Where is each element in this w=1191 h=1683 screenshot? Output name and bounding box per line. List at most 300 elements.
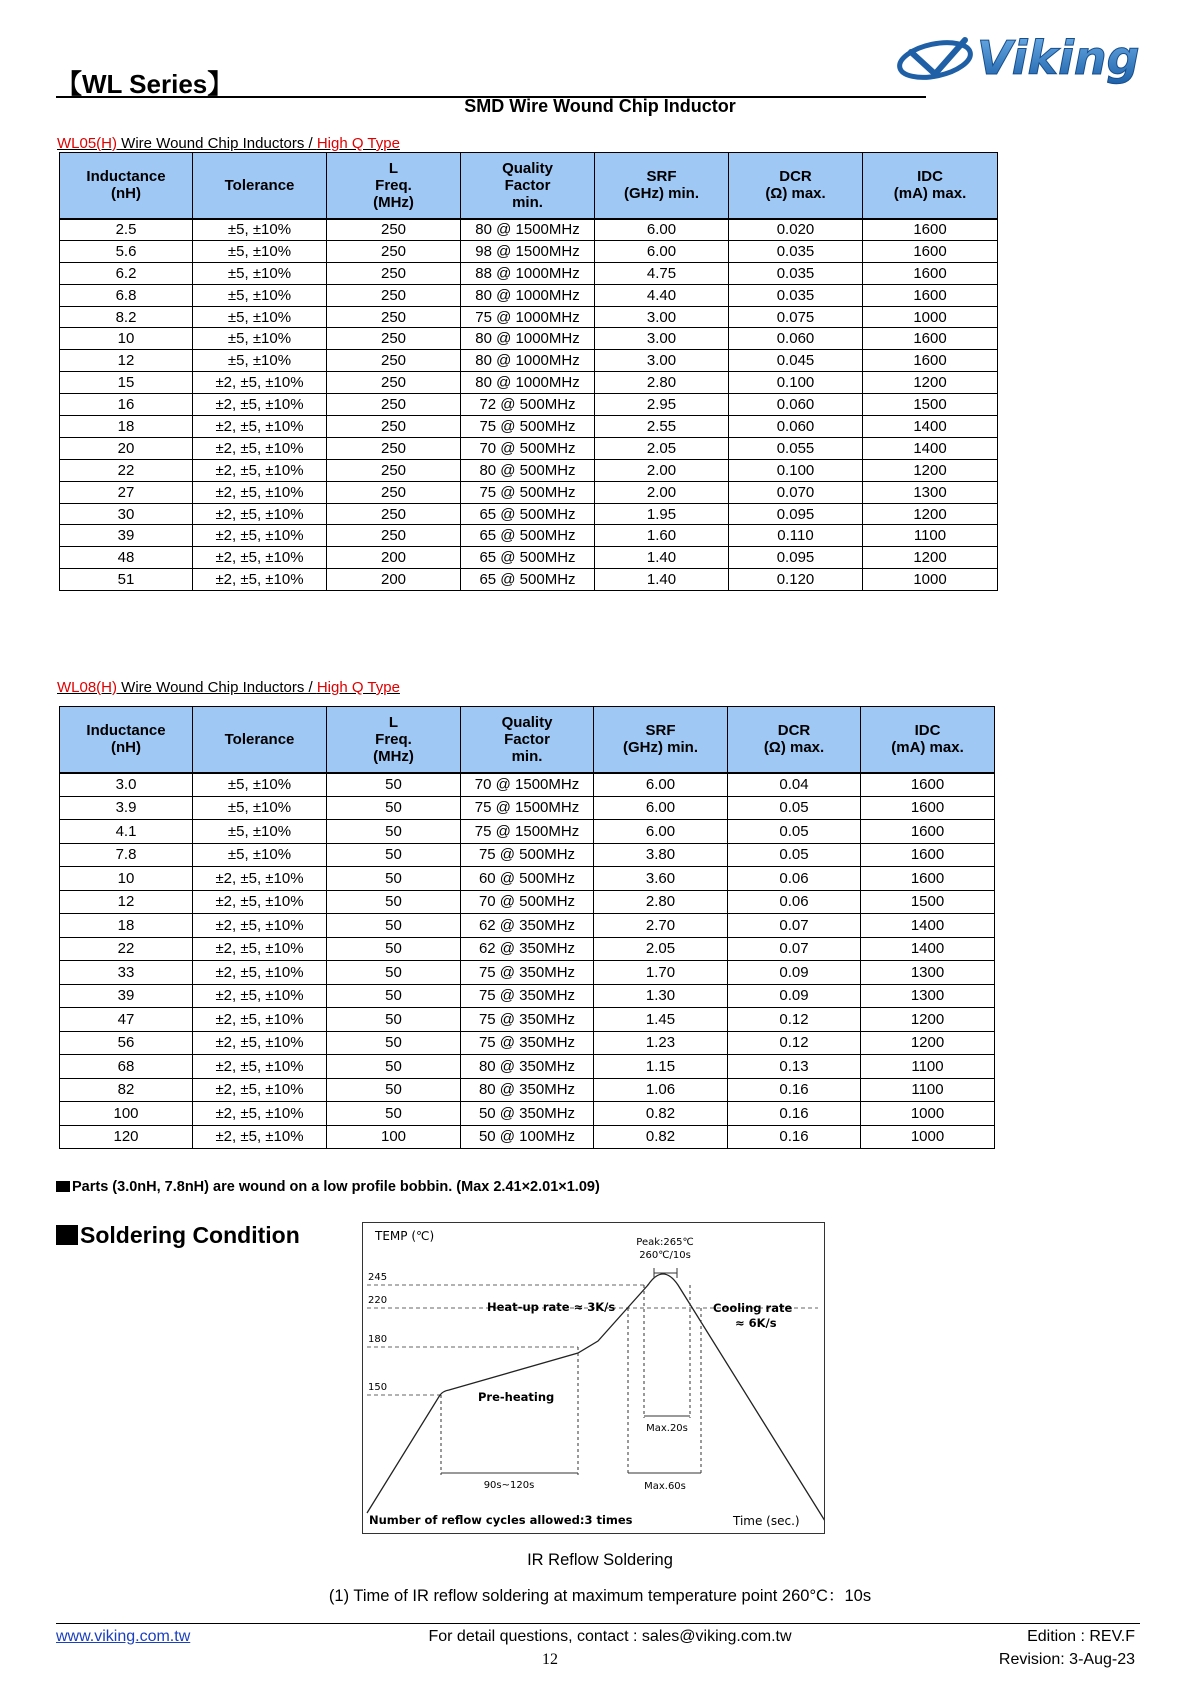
table-cell: 1200 <box>863 372 998 394</box>
column-header: SRF (GHz) min. <box>595 153 729 219</box>
table-cell: 16 <box>60 394 193 416</box>
viking-logo <box>895 22 1175 92</box>
table-row <box>60 240 998 262</box>
table-cell: 22 <box>60 459 193 481</box>
table-cell: 0.13 <box>728 1055 861 1079</box>
table-cell: ±2, ±5, ±10% <box>193 525 327 547</box>
table-row <box>60 796 995 820</box>
svg-text:Max.60s: Max.60s <box>644 1481 686 1492</box>
table-cell: 2.00 <box>595 481 729 503</box>
table-cell: 39 <box>60 525 193 547</box>
table-cell: 0.16 <box>728 1078 861 1102</box>
table-cell: 1600 <box>863 328 998 350</box>
column-header: DCR (Ω) max. <box>728 707 861 773</box>
table-cell: 0.035 <box>729 240 863 262</box>
table-cell: 250 <box>327 350 461 372</box>
page-number: 12 <box>542 1651 558 1668</box>
table-cell: 1600 <box>863 219 998 241</box>
table-cell: 0.060 <box>729 416 863 438</box>
table-cell: 0.120 <box>729 569 863 591</box>
table-cell: 22 <box>60 937 193 961</box>
chart-caption: IR Reflow Soldering <box>527 1551 673 1569</box>
table-row <box>60 547 998 569</box>
table-cell: 12 <box>60 350 193 372</box>
table-cell: 8.2 <box>60 306 193 328</box>
table-cell: ±2, ±5, ±10% <box>193 547 327 569</box>
column-header: DCR (Ω) max. <box>729 153 863 219</box>
table-row <box>60 820 995 844</box>
table-cell: 10 <box>60 328 193 350</box>
table-cell: 1600 <box>863 240 998 262</box>
table-cell: 0.070 <box>729 481 863 503</box>
table-cell: 0.075 <box>729 306 863 328</box>
table-cell: 0.045 <box>729 350 863 372</box>
table-cell: 75 @ 500MHz <box>461 481 595 503</box>
table-cell: 0.05 <box>728 843 861 867</box>
table-cell: 2.05 <box>594 937 728 961</box>
svg-text:Pre-heating: Pre-heating <box>478 1390 555 1404</box>
table-cell: 250 <box>327 437 461 459</box>
footer-contact: For detail questions, contact : sales@viking.com.tw <box>428 1628 792 1645</box>
y-tick-label: 220 <box>368 1295 388 1306</box>
table-cell: 6.00 <box>594 820 728 844</box>
table-cell: 1400 <box>861 914 995 938</box>
table-cell: 6.00 <box>595 240 729 262</box>
table-cell: 65 @ 500MHz <box>461 525 595 547</box>
table-cell: 80 @ 500MHz <box>461 459 595 481</box>
table-cell: ±2, ±5, ±10% <box>193 1078 327 1102</box>
table-cell: ±2, ±5, ±10% <box>193 503 327 525</box>
table-cell: 1200 <box>863 503 998 525</box>
table-cell: 12 <box>60 890 193 914</box>
table-cell: 1000 <box>861 1102 995 1126</box>
table-cell: 65 @ 500MHz <box>461 547 595 569</box>
table-cell: 30 <box>60 503 193 525</box>
column-header: L Freq. (MHz) <box>327 707 461 773</box>
table-cell: 75 @ 500MHz <box>461 843 594 867</box>
table-cell: 50 <box>327 1102 461 1126</box>
table-cell: 75 @ 350MHz <box>461 984 594 1008</box>
table-row <box>60 773 995 797</box>
table-cell: 75 @ 1000MHz <box>461 306 595 328</box>
table-row <box>60 219 998 241</box>
section-title-wl05: WL05(H) Wire Wound Chip Inductors / High Q Type <box>57 135 400 152</box>
table-cell: ±5, ±10% <box>193 820 327 844</box>
table-cell: 1600 <box>861 773 995 797</box>
column-header: Inductance (nH) <box>60 707 193 773</box>
table-row <box>60 394 998 416</box>
table-cell: 2.80 <box>594 890 728 914</box>
table-cell: 80 @ 350MHz <box>461 1078 594 1102</box>
table-row <box>60 914 995 938</box>
table-cell: 75 @ 500MHz <box>461 416 595 438</box>
table-cell: 75 @ 1500MHz <box>461 820 594 844</box>
table-cell: 50 <box>327 773 461 797</box>
table-cell: ±2, ±5, ±10% <box>193 1008 327 1032</box>
table-cell: ±2, ±5, ±10% <box>193 890 327 914</box>
column-header: IDC (mA) max. <box>863 153 998 219</box>
table-row <box>60 372 998 394</box>
column-header: IDC (mA) max. <box>861 707 995 773</box>
table-cell: ±2, ±5, ±10% <box>193 1102 327 1126</box>
table-cell: 1300 <box>861 961 995 985</box>
table-row <box>60 1031 995 1055</box>
table-cell: 75 @ 350MHz <box>461 1008 594 1032</box>
svg-text:Max.20s: Max.20s <box>646 1423 688 1434</box>
table-row <box>60 937 995 961</box>
table-cell: 1600 <box>861 796 995 820</box>
table-cell: 0.06 <box>728 867 861 891</box>
table-cell: ±2, ±5, ±10% <box>193 937 327 961</box>
table-cell: ±2, ±5, ±10% <box>193 867 327 891</box>
table-cell: 200 <box>327 547 461 569</box>
table-cell: 250 <box>327 328 461 350</box>
table-cell: ±2, ±5, ±10% <box>193 372 327 394</box>
table-cell: 200 <box>327 569 461 591</box>
table-cell: 1100 <box>861 1055 995 1079</box>
table-cell: 1500 <box>863 394 998 416</box>
table-cell: 250 <box>327 306 461 328</box>
table-cell: 10 <box>60 867 193 891</box>
soldering-title: Soldering Condition <box>56 1222 300 1249</box>
footer-website-link[interactable]: www.viking.com.tw <box>56 1628 191 1645</box>
table-cell: 70 @ 500MHz <box>461 437 595 459</box>
table-cell: 50 <box>327 890 461 914</box>
table-cell: 4.75 <box>595 262 729 284</box>
table-cell: 50 <box>327 1078 461 1102</box>
footer-divider <box>56 1623 1140 1624</box>
table-cell: 20 <box>60 437 193 459</box>
y-tick-label: 180 <box>368 1334 388 1345</box>
table-cell: 1200 <box>861 1008 995 1032</box>
table-row <box>60 569 998 591</box>
table-cell: ±2, ±5, ±10% <box>193 416 327 438</box>
table-cell: 80 @ 1000MHz <box>461 328 595 350</box>
spec-table-wl05 <box>59 152 998 591</box>
table-cell: 1.70 <box>594 961 728 985</box>
table-cell: 0.82 <box>594 1102 728 1126</box>
table-cell: 0.095 <box>729 503 863 525</box>
table-cell: 0.055 <box>729 437 863 459</box>
table-cell: 88 @ 1000MHz <box>461 262 595 284</box>
table-cell: 50 <box>327 1008 461 1032</box>
column-header: Tolerance <box>193 707 327 773</box>
svg-text:Cooling rate: Cooling rate <box>713 1301 793 1315</box>
table-cell: 1300 <box>863 481 998 503</box>
table-cell: 1.30 <box>594 984 728 1008</box>
table-cell: 6.00 <box>594 773 728 797</box>
table-cell: 1300 <box>861 984 995 1008</box>
y-tick-label: 245 <box>368 1272 388 1283</box>
table-cell: 7.8 <box>60 843 193 867</box>
svg-text:≈ 6K/s: ≈ 6K/s <box>735 1316 777 1330</box>
table-row <box>60 525 998 547</box>
table-cell: 1.15 <box>594 1055 728 1079</box>
table-row <box>60 890 995 914</box>
svg-text:90s~120s: 90s~120s <box>483 1480 535 1491</box>
table-cell: 1000 <box>863 569 998 591</box>
table-row <box>60 350 998 372</box>
table-cell: 1.95 <box>595 503 729 525</box>
table-cell: 6.00 <box>594 796 728 820</box>
table-row <box>60 262 998 284</box>
table-cell: 0.82 <box>594 1125 728 1149</box>
table-cell: 2.55 <box>595 416 729 438</box>
table-cell: 1600 <box>863 350 998 372</box>
table-cell: 250 <box>327 262 461 284</box>
table-cell: 1600 <box>861 820 995 844</box>
table-cell: 1100 <box>861 1078 995 1102</box>
table-cell: ±5, ±10% <box>193 843 327 867</box>
bobbin-note: Parts (3.0nH, 7.8nH) are wound on a low profile bobbin. (Max 2.41×2.01×1.09) <box>56 1179 600 1195</box>
svg-text:Peak:265℃: Peak:265℃ <box>636 1237 694 1248</box>
table-cell: 2.95 <box>595 394 729 416</box>
table-cell: 80 @ 1500MHz <box>461 219 595 241</box>
table-cell: 0.020 <box>729 219 863 241</box>
table-cell: 47 <box>60 1008 193 1032</box>
table-cell: 0.095 <box>729 547 863 569</box>
table-cell: 1.40 <box>595 547 729 569</box>
table-cell: 80 @ 1000MHz <box>461 372 595 394</box>
table-cell: 1500 <box>861 890 995 914</box>
table-cell: 3.60 <box>594 867 728 891</box>
table-cell: 56 <box>60 1031 193 1055</box>
table-row <box>60 843 995 867</box>
table-row <box>60 306 998 328</box>
table-cell: 0.035 <box>729 284 863 306</box>
table-cell: 100 <box>60 1102 193 1126</box>
table-cell: 33 <box>60 961 193 985</box>
table-cell: 50 <box>327 843 461 867</box>
soldering-note: (1) Time of IR reflow soldering at maximum temperature point 260°C：10s <box>328 1587 872 1605</box>
table-cell: 6.2 <box>60 262 193 284</box>
table-row <box>60 284 998 306</box>
table-cell: 1200 <box>863 547 998 569</box>
table-cell: ±2, ±5, ±10% <box>193 1125 327 1149</box>
chart-ylabel: TEMP (℃) <box>375 1229 435 1243</box>
table-cell: ±5, ±10% <box>193 262 327 284</box>
reflow-profile-chart <box>362 1222 825 1534</box>
table-cell: 75 @ 350MHz <box>461 1031 594 1055</box>
table-cell: 50 <box>327 914 461 938</box>
table-cell: 120 <box>60 1125 193 1149</box>
document-subtitle: SMD Wire Wound Chip Inductor <box>464 96 736 116</box>
table-cell: 250 <box>327 394 461 416</box>
table-cell: 0.100 <box>729 459 863 481</box>
column-header: Inductance (nH) <box>60 153 193 219</box>
table-cell: 3.80 <box>594 843 728 867</box>
table-cell: 50 @ 350MHz <box>461 1102 594 1126</box>
table-cell: 250 <box>327 503 461 525</box>
table-cell: 2.5 <box>60 219 193 241</box>
table-cell: 80 @ 1000MHz <box>461 350 595 372</box>
table-cell: 60 @ 500MHz <box>461 867 594 891</box>
table-cell: ±2, ±5, ±10% <box>193 1055 327 1079</box>
table-cell: ±2, ±5, ±10% <box>193 984 327 1008</box>
table-cell: ±5, ±10% <box>193 306 327 328</box>
y-tick-label: 150 <box>368 1382 388 1393</box>
table-cell: 62 @ 350MHz <box>461 914 594 938</box>
table-cell: 62 @ 350MHz <box>461 937 594 961</box>
table-cell: ±5, ±10% <box>193 350 327 372</box>
table-row <box>60 503 998 525</box>
table-cell: 50 <box>327 1055 461 1079</box>
table-cell: 75 @ 1500MHz <box>461 796 594 820</box>
table-cell: 1600 <box>863 284 998 306</box>
table-cell: 65 @ 500MHz <box>461 503 595 525</box>
table-row <box>60 459 998 481</box>
table-cell: 18 <box>60 416 193 438</box>
table-cell: 3.9 <box>60 796 193 820</box>
table-cell: ±5, ±10% <box>193 240 327 262</box>
table-cell: 250 <box>327 284 461 306</box>
table-cell: 1.23 <box>594 1031 728 1055</box>
table-row <box>60 1078 995 1102</box>
table-cell: 1100 <box>863 525 998 547</box>
table-cell: 250 <box>327 481 461 503</box>
table-cell: 250 <box>327 372 461 394</box>
table-cell: 1000 <box>863 306 998 328</box>
table-cell: 1400 <box>861 937 995 961</box>
table-cell: 18 <box>60 914 193 938</box>
table-cell: 65 @ 500MHz <box>461 569 595 591</box>
table-cell: 4.1 <box>60 820 193 844</box>
section-title-wl08: WL08(H) Wire Wound Chip Inductors / High Q Type <box>57 679 400 696</box>
table-cell: 1600 <box>863 262 998 284</box>
table-cell: 82 <box>60 1078 193 1102</box>
table-cell: ±2, ±5, ±10% <box>193 394 327 416</box>
table-cell: 3.00 <box>595 328 729 350</box>
table-cell: 80 @ 350MHz <box>461 1055 594 1079</box>
table-cell: ±2, ±5, ±10% <box>193 459 327 481</box>
table-cell: 0.07 <box>728 937 861 961</box>
table-cell: 250 <box>327 525 461 547</box>
table-cell: 50 <box>327 937 461 961</box>
table-cell: 1600 <box>861 843 995 867</box>
table-cell: 0.09 <box>728 984 861 1008</box>
table-cell: 80 @ 1000MHz <box>461 284 595 306</box>
table-cell: 1600 <box>861 867 995 891</box>
table-cell: 1400 <box>863 437 998 459</box>
table-cell: 0.05 <box>728 820 861 844</box>
table-cell: 51 <box>60 569 193 591</box>
table-cell: 0.035 <box>729 262 863 284</box>
column-header: Tolerance <box>193 153 327 219</box>
table-cell: ±5, ±10% <box>193 328 327 350</box>
table-cell: ±2, ±5, ±10% <box>193 914 327 938</box>
table-cell: 48 <box>60 547 193 569</box>
column-header: Quality Factor min. <box>461 707 594 773</box>
spec-table-wl08 <box>59 706 995 1149</box>
table-cell: 39 <box>60 984 193 1008</box>
table-cell: 0.09 <box>728 961 861 985</box>
chart-xlabel: Time (sec.) <box>733 1514 800 1528</box>
table-row <box>60 867 995 891</box>
table-cell: 2.05 <box>595 437 729 459</box>
table-cell: 70 @ 500MHz <box>461 890 594 914</box>
table-cell: 250 <box>327 219 461 241</box>
table-cell: 0.16 <box>728 1102 861 1126</box>
svg-text:Heat-up rate ≈ 3K/s: Heat-up rate ≈ 3K/s <box>487 1300 616 1314</box>
table-cell: 70 @ 1500MHz <box>461 773 594 797</box>
table-cell: 1.40 <box>595 569 729 591</box>
table-cell: 3.00 <box>595 306 729 328</box>
table-cell: 1.06 <box>594 1078 728 1102</box>
table-cell: ±2, ±5, ±10% <box>193 961 327 985</box>
table-row <box>60 1102 995 1126</box>
table-cell: 0.100 <box>729 372 863 394</box>
table-cell: 1.60 <box>595 525 729 547</box>
table-cell: 50 <box>327 1031 461 1055</box>
table-cell: 4.40 <box>595 284 729 306</box>
table-row <box>60 1125 995 1149</box>
table-cell: 3.0 <box>60 773 193 797</box>
table-row <box>60 416 998 438</box>
table-cell: 0.04 <box>728 773 861 797</box>
table-row <box>60 1008 995 1032</box>
table-cell: 1400 <box>863 416 998 438</box>
footer-edition: Edition : REV.F <box>1027 1628 1135 1645</box>
table-cell: ±5, ±10% <box>193 284 327 306</box>
table-cell: 0.12 <box>728 1031 861 1055</box>
column-header: SRF (GHz) min. <box>594 707 728 773</box>
table-cell: 250 <box>327 240 461 262</box>
table-row <box>60 437 998 459</box>
table-cell: 6.00 <box>595 219 729 241</box>
table-cell: 5.6 <box>60 240 193 262</box>
table-cell: 0.060 <box>729 328 863 350</box>
table-cell: 100 <box>327 1125 461 1149</box>
table-cell: 50 <box>327 867 461 891</box>
table-cell: 50 <box>327 796 461 820</box>
table-cell: ±2, ±5, ±10% <box>193 569 327 591</box>
table-cell: 3.00 <box>595 350 729 372</box>
table-cell: 72 @ 500MHz <box>461 394 595 416</box>
table-cell: 0.07 <box>728 914 861 938</box>
table-cell: 2.00 <box>595 459 729 481</box>
table-cell: 250 <box>327 416 461 438</box>
table-cell: ±5, ±10% <box>193 773 327 797</box>
table-cell: 0.110 <box>729 525 863 547</box>
table-cell: 50 <box>327 984 461 1008</box>
table-cell: 50 @ 100MHz <box>461 1125 594 1149</box>
table-cell: 68 <box>60 1055 193 1079</box>
table-cell: 27 <box>60 481 193 503</box>
table-cell: ±5, ±10% <box>193 219 327 241</box>
svg-text:Viking: Viking <box>977 31 1140 85</box>
table-cell: 0.06 <box>728 890 861 914</box>
table-cell: 50 <box>327 961 461 985</box>
table-row <box>60 481 998 503</box>
table-row <box>60 328 998 350</box>
table-cell: ±5, ±10% <box>193 796 327 820</box>
footer-revision: Revision: 3-Aug-23 <box>998 1651 1135 1668</box>
table-cell: ±2, ±5, ±10% <box>193 481 327 503</box>
table-row <box>60 1055 995 1079</box>
table-cell: 250 <box>327 459 461 481</box>
table-cell: 1200 <box>863 459 998 481</box>
table-cell: 0.12 <box>728 1008 861 1032</box>
column-header: Quality Factor min. <box>461 153 595 219</box>
svg-text:260℃/10s: 260℃/10s <box>639 1250 691 1261</box>
table-cell: 0.05 <box>728 796 861 820</box>
table-cell: 2.80 <box>595 372 729 394</box>
table-cell: 0.060 <box>729 394 863 416</box>
table-cell: 1000 <box>861 1125 995 1149</box>
table-cell: ±2, ±5, ±10% <box>193 437 327 459</box>
table-cell: 50 <box>327 820 461 844</box>
bullet-square-icon <box>56 1225 78 1245</box>
